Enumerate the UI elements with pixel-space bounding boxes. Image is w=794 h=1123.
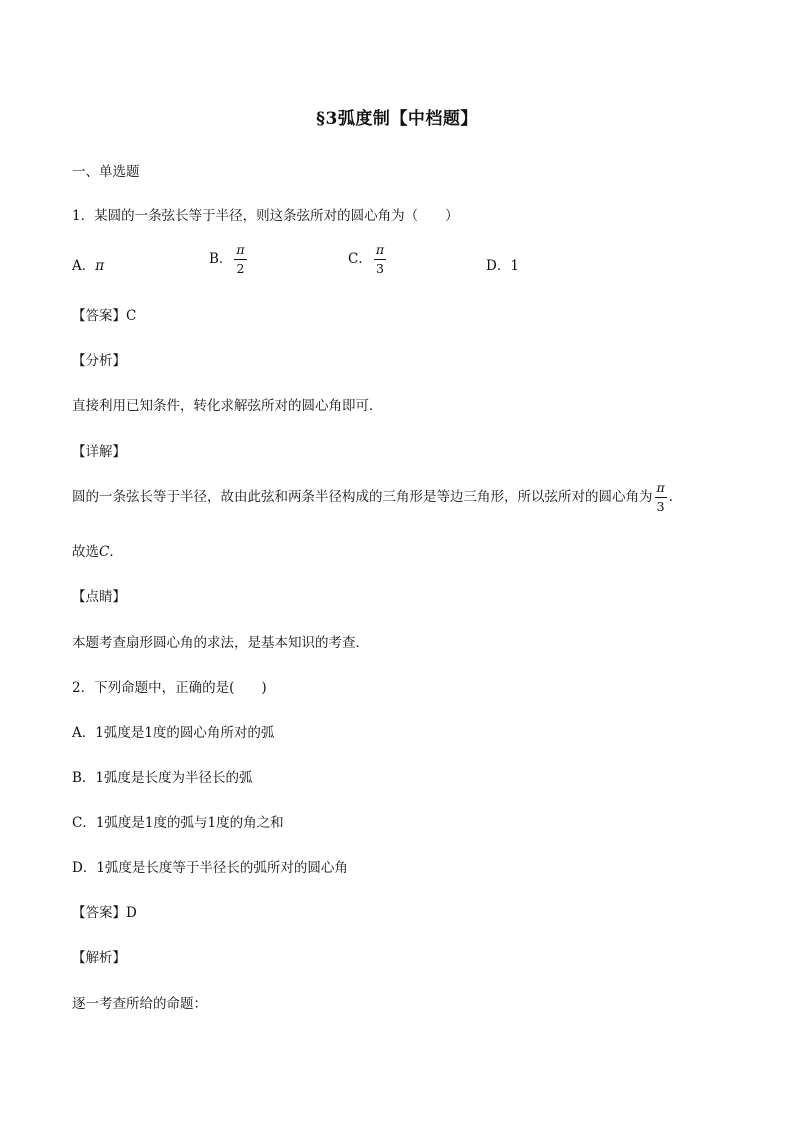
q1-option-b-fraction (234, 244, 246, 275)
q1-answer: 【答案】C (72, 308, 137, 324)
question-1-stem: 1．某圆的一条弦长等于半径，则这条弦所对的圆心角为（ ） (72, 208, 459, 224)
question-2-stem: 2．下列命题中，正确的是( ) (72, 680, 267, 696)
q1-option-c (348, 244, 388, 275)
q1-detail-line (72, 482, 682, 513)
q1-analysis-heading: 【分析】 (72, 353, 126, 369)
q1-option-c-numerator: π (374, 244, 386, 260)
q2-analysis-text: 逐一考查所给的命题： (72, 996, 207, 1012)
q1-option-a (72, 254, 104, 274)
section-heading: 一、单选题 (72, 164, 140, 180)
q1-option-c-denominator: 3 (375, 260, 384, 276)
q2-option-b: B．1弧度是长度为半径长的弧 (72, 770, 253, 786)
q2-option-c: C．1弧度是1度的弧与1度的角之和 (72, 815, 284, 831)
q1-choose-line (72, 540, 123, 560)
q1-option-a-label: A． (72, 258, 96, 274)
q1-choose-prefix: 故选 (72, 544, 99, 560)
q1-comment-text: 本题考查扇形圆心角的求法，是基本知识的考查． (72, 635, 369, 651)
q1-option-d: D．1 (486, 258, 519, 274)
q1-option-a-value: π (95, 258, 105, 274)
q1-comment-heading: 【点睛】 (72, 589, 126, 605)
q1-option-b (209, 244, 249, 275)
q1-option-b-numerator: π (234, 244, 246, 260)
q2-option-d: D．1弧度是长度等于半径长的弧所对的圆心角 (72, 860, 348, 876)
q1-detail-end: ． (668, 489, 683, 505)
q1-option-c-label: C． (348, 251, 372, 267)
q1-detail-denominator: 3 (656, 498, 665, 514)
page-title: §3弧度制【中档题】 (316, 109, 478, 129)
q1-analysis-text: 直接利用已知条件，转化求解弦所对的圆心角即可． (72, 398, 383, 414)
q2-analysis-heading: 【解析】 (72, 950, 126, 966)
q1-choose-end: ． (109, 544, 123, 560)
q1-detail-text: 圆的一条弦长等于半径，故由此弦和两条半径构成的三角形是等边三角形，所以弦所对的圆心角为 (72, 489, 653, 505)
q1-detail-heading: 【详解】 (72, 444, 126, 460)
q2-answer: 【答案】D (72, 905, 137, 921)
q1-option-b-denominator: 2 (236, 260, 245, 276)
q1-option-b-label: B． (209, 251, 233, 267)
q1-detail-fraction (655, 482, 667, 513)
q1-option-c-fraction (374, 244, 386, 275)
q2-option-a: A．1弧度是1度的圆心角所对的弧 (72, 725, 275, 741)
q1-detail-numerator: π (655, 482, 667, 498)
q1-choose-letter: C (99, 544, 110, 560)
